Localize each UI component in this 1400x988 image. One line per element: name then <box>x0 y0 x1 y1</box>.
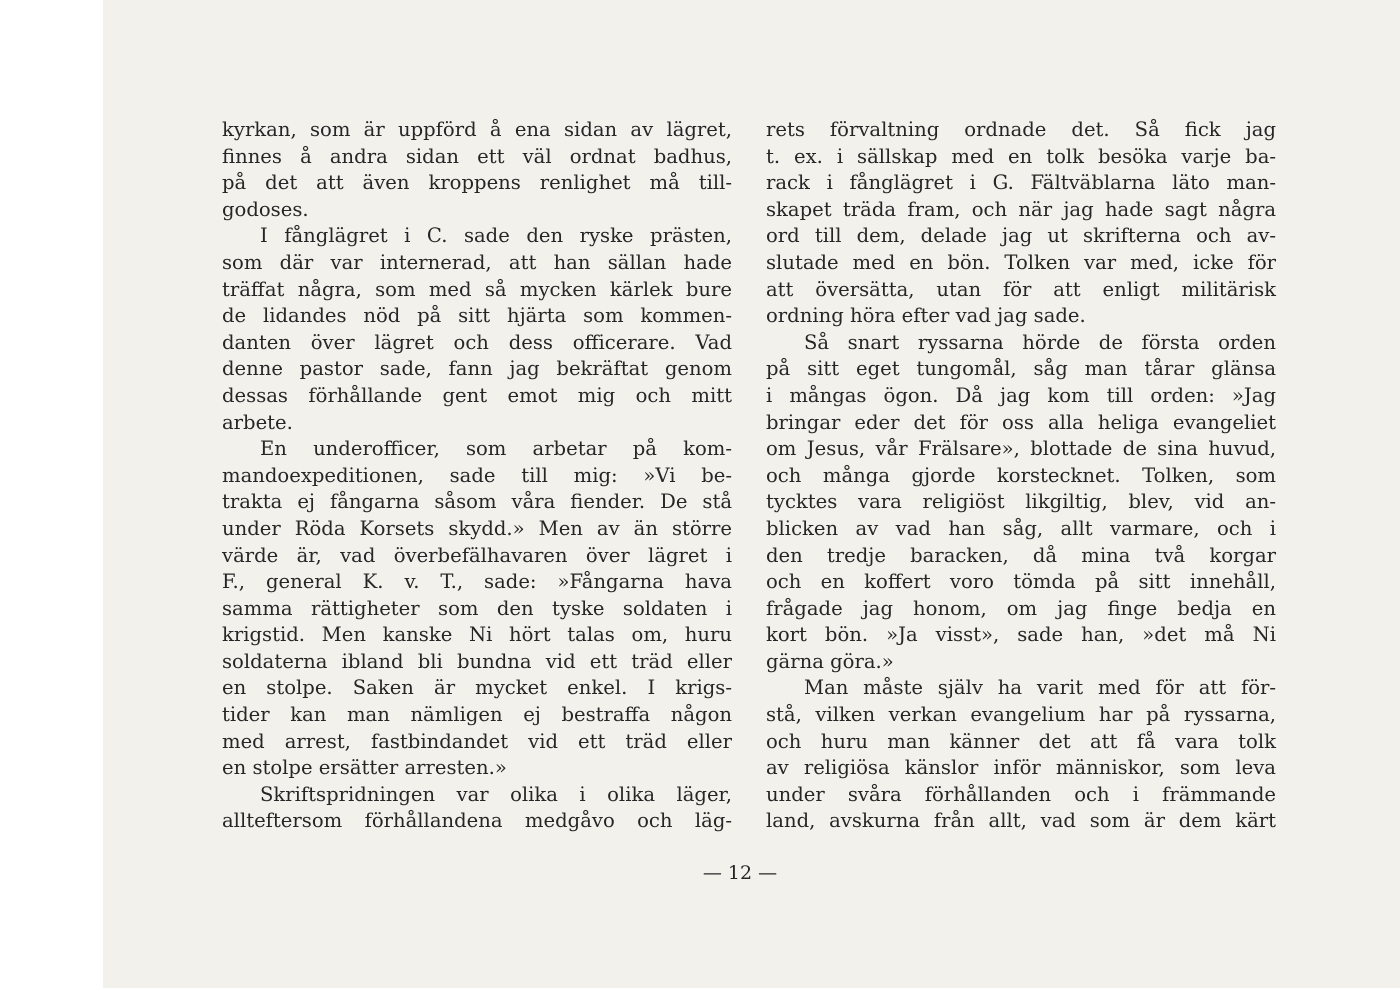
text-line: trakta ej fångarna såsom våra fiender. De stå <box>222 490 732 514</box>
text-line: ordning höra efter vad jag sade. <box>766 304 1086 328</box>
text-line: kort bön. »Ja visst», sade han, »det må Ni <box>766 623 1276 647</box>
text-line: F., general K. v. T., sade: »Fångarna hava <box>222 570 732 594</box>
text-line: bringar eder det för oss alla heliga evangeliet <box>766 410 1276 434</box>
text-line: en stolpe. Saken är mycket enkel. I krigs- <box>222 676 732 700</box>
text-line: på det att även kroppens renlighet må till- <box>222 171 732 195</box>
text-line: danten över lägret och dess officerare. Vad <box>222 330 732 354</box>
text-line: och många gjorde korstecknet. Tolken, som <box>766 463 1276 487</box>
text-line: dessas förhållande gent emot mig och mitt <box>222 383 732 407</box>
text-line: och huru man känner det att få vara tolk <box>766 729 1276 753</box>
text-line: I fånglägret i C. sade den ryske prästen, <box>260 224 732 248</box>
text-line: den tredje baracken, då mina två korgar <box>766 543 1276 567</box>
text-line: i mångas ögon. Då jag kom till orden: »Jag <box>766 383 1276 407</box>
text-line: Så snart ryssarna hörde de första orden <box>804 330 1276 354</box>
text-line: gärna göra.» <box>766 649 894 673</box>
text-line: ord till dem, delade jag ut skrifterna och av- <box>766 224 1276 248</box>
text-line: En underofficer, som arbetar på kom- <box>260 437 732 461</box>
text-line: stå, vilken verkan evangelium har på ryssarna, <box>766 703 1276 727</box>
text-line: blicken av vad han såg, allt varmare, och i <box>766 516 1276 540</box>
text-line: finnes å andra sidan ett väl ordnat badhus, <box>222 144 732 168</box>
text-line: skapet träda fram, och när jag hade sagt några <box>766 197 1276 221</box>
text-line: rets förvaltning ordnade det. Så fick jag <box>766 118 1276 141</box>
text-line: samma rättigheter som den tyske soldaten i <box>222 596 732 620</box>
text-line: soldaterna ibland bli bundna vid ett träd eller <box>222 649 732 673</box>
text-line: land, avskurna från allt, vad som är dem kärt <box>766 809 1276 833</box>
text-line: om Jesus, vår Frälsare», blottade de sina huvud, <box>766 437 1276 461</box>
text-line: en stolpe ersätter arresten.» <box>222 756 507 780</box>
text-line: tider kan man nämligen ej bestraffa någon <box>222 703 732 727</box>
left-text-column <box>222 117 732 835</box>
text-line: rack i fånglägret i G. Fältväblarna läto man- <box>766 171 1276 195</box>
text-line: allteftersom förhållandena medgåvo och läg- <box>222 809 732 833</box>
text-line: värde är, vad överbefälhavaren över lägret i <box>222 543 732 567</box>
text-line: träffat några, som med så mycken kärlek bure <box>222 277 732 301</box>
text-line: denne pastor sade, fann jag bekräftat genom <box>222 357 732 381</box>
text-line: slutade med en bön. Tolken var med, icke för <box>766 250 1276 274</box>
text-line: de lidandes nöd på sitt hjärta som kommen- <box>222 304 732 328</box>
text-line: på sitt eget tungomål, såg man tårar glänsa <box>766 357 1276 381</box>
text-line: godoses. <box>222 197 309 221</box>
text-line: t. ex. i sällskap med en tolk besöka varje ba- <box>766 144 1276 168</box>
text-line: kyrkan, som är uppförd å ena sidan av lägret, <box>222 118 732 141</box>
text-line: som där var internerad, att han sällan hade <box>222 250 732 274</box>
text-line: frågade jag honom, om jag finge bedja en <box>766 596 1276 620</box>
text-line: av religiösa känslor inför människor, som leva <box>766 756 1276 780</box>
text-line: krigstid. Men kanske Ni hört talas om, huru <box>222 623 732 647</box>
text-line: mandoexpeditionen, sade till mig: »Vi be- <box>222 463 732 487</box>
text-line: Man måste själv ha varit med för att för- <box>804 676 1276 700</box>
text-line: arbete. <box>222 410 293 434</box>
page-number: — 12 — <box>702 862 778 884</box>
right-text-column <box>766 117 1276 835</box>
text-line: och en koffert voro tömda på sitt innehåll, <box>766 570 1276 594</box>
text-line: under svåra förhållanden och i främmande <box>766 782 1276 806</box>
text-line: Skriftspridningen var olika i olika läger, <box>260 782 732 806</box>
text-line: tycktes vara religiöst likgiltig, blev, vid an- <box>766 490 1276 514</box>
text-line: under Röda Korsets skydd.» Men av än större <box>222 516 732 540</box>
text-line: med arrest, fastbindandet vid ett träd eller <box>222 729 732 753</box>
text-line: att översätta, utan för att enligt militärisk <box>766 277 1276 301</box>
